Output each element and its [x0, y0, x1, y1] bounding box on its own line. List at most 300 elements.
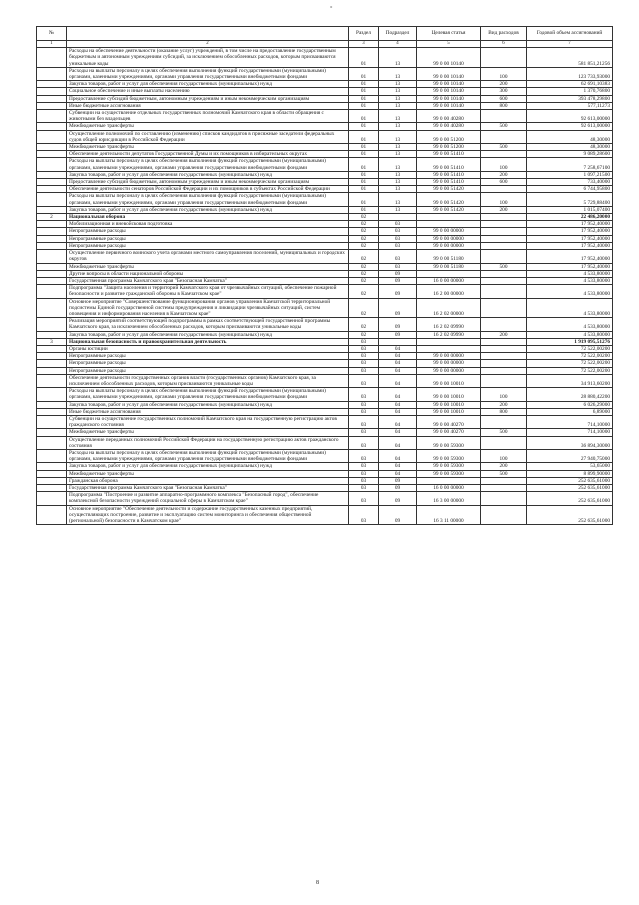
row-subsection	[379, 214, 417, 221]
row-expense-type	[481, 477, 527, 484]
row-name: Межбюджетные трансферты	[67, 429, 349, 436]
row-expense-type	[481, 298, 527, 318]
row-expense-type	[481, 345, 527, 352]
row-amount: 72 522,00200	[527, 345, 613, 352]
row-number	[37, 186, 67, 193]
row-target-article: 99 0 00 00000	[417, 242, 481, 249]
row-subsection: 13	[379, 171, 417, 178]
row-target-article: 16 3 00 00000	[417, 492, 481, 505]
row-name: Гражданская оборона	[67, 477, 349, 484]
row-amount: 8 899,90000	[527, 470, 613, 477]
table-row	[37, 171, 613, 178]
row-expense-type	[481, 285, 527, 298]
row-target-article: 99 0 00 59300	[417, 449, 481, 462]
row-expense-type: 200	[481, 401, 527, 408]
table-row	[37, 436, 613, 449]
row-amount: 22 486,20000	[527, 214, 613, 221]
row-amount: 17 952,40000	[527, 228, 613, 235]
row-number	[37, 277, 67, 284]
row-number	[37, 81, 67, 88]
table-row	[37, 250, 613, 263]
row-subsection: 09	[379, 318, 417, 331]
row-target-article	[417, 477, 481, 484]
row-number	[37, 429, 67, 436]
row-section: 03	[349, 477, 379, 484]
table-row	[37, 388, 613, 401]
row-name: Непрограммные расходы	[67, 353, 349, 360]
row-number	[37, 285, 67, 298]
column-index: 1	[37, 41, 67, 48]
row-number	[37, 318, 67, 331]
row-expense-type: 600	[481, 179, 527, 186]
row-target-article: 16 2 00 00000	[417, 285, 481, 298]
row-name: Закупка товаров, работ и услуг для обеспечения государственных (муниципальных) нужд	[67, 401, 349, 408]
row-number	[37, 367, 67, 374]
row-expense-type	[481, 338, 527, 345]
row-subsection: 13	[379, 67, 417, 80]
row-number	[37, 228, 67, 235]
row-section: 03	[349, 429, 379, 436]
row-section: 03	[349, 374, 379, 387]
row-amount: 72 522,00200	[527, 353, 613, 360]
table-row	[37, 401, 613, 408]
column-index: 7	[527, 41, 613, 48]
row-name: Основное мероприятие "Совершенствование функционирования органов управления Камчатской территориальной подсистемы Единой государственной системы предупреждения и ликвидации чрезвычайных ситуаций, систем оповещения и информирования населения в Камчатском крае"	[67, 298, 349, 318]
row-target-article: 99 0 00 10140	[417, 48, 481, 68]
row-name: Основное мероприятие "Обеспечение деятельности и содержание государственных казенных предприятий, осуществляющих построение, развитие и эксплуатацию систем мониторинга и обеспечения общественной (региональной) безопасности в Камчатском крае"	[67, 505, 349, 525]
row-subsection: 09	[379, 285, 417, 298]
row-subsection	[379, 338, 417, 345]
row-section: 03	[349, 338, 379, 345]
row-expense-type	[481, 110, 527, 123]
row-subsection: 13	[379, 130, 417, 143]
row-name: Расходы на выплаты персоналу в целях обеспечения выполнения функций государственными (муниципальными) органами, казенными учреждениями, органами управления государственными внебюджетными фондами	[67, 67, 349, 80]
row-section: 01	[349, 171, 379, 178]
row-name: Подпрограмма "Построение и развитие аппаратно-программного комплекса "Безопасный город", обеспечение комплексной безопасности учреждений социальной сферы в Камчатском крае"	[67, 492, 349, 505]
row-target-article: 16 2 02 09990	[417, 331, 481, 338]
row-expense-type: 200	[481, 81, 527, 88]
row-name: Межбюджетные трансферты	[67, 263, 349, 270]
row-name: Непрограммные расходы	[67, 367, 349, 374]
row-name: Расходы на выплаты персоналу в целях обеспечения выполнения функций государственными (муниципальными) органами, казенными учреждениями, органами управления государственными внебюджетными фондами	[67, 158, 349, 171]
row-number	[37, 470, 67, 477]
row-amount: 252 635,61000	[527, 477, 613, 484]
row-name: Предоставление субсидий бюджетным, автономным учреждениям и иным некоммерческим организациям	[67, 179, 349, 186]
row-subsection: 13	[379, 158, 417, 171]
row-target-article: 99 0 00 51410	[417, 158, 481, 171]
row-target-article: 99 0 00 51410	[417, 151, 481, 158]
column-index: 3	[349, 41, 379, 48]
table-row	[37, 470, 613, 477]
table-row	[37, 463, 613, 470]
row-expense-type	[481, 485, 527, 492]
row-section: 01	[349, 48, 379, 68]
row-target-article: 99 0 00 10140	[417, 88, 481, 95]
row-number	[37, 270, 67, 277]
row-name: Расходы на выплаты персоналу в целях обеспечения выполнения функций государственными (муниципальными) органами, казенными учреждениями, органами управления государственными внебюджетными фондами	[67, 388, 349, 401]
header-section: Раздел	[349, 27, 379, 41]
row-section: 01	[349, 123, 379, 130]
row-expense-type	[481, 228, 527, 235]
table-row	[37, 130, 613, 143]
row-target-article	[417, 270, 481, 277]
row-section: 01	[349, 81, 379, 88]
row-subsection: 04	[379, 470, 417, 477]
row-amount: 17 952,40000	[527, 263, 613, 270]
row-subsection: 09	[379, 298, 417, 318]
row-subsection: 13	[379, 123, 417, 130]
row-amount: 714,10000	[527, 429, 613, 436]
table-row	[37, 345, 613, 352]
table-row	[37, 193, 613, 206]
row-name: Закупка товаров, работ и услуг для обеспечения государственных (муниципальных) нужд	[67, 463, 349, 470]
row-target-article: 16 0 00 00000	[417, 485, 481, 492]
row-section: 01	[349, 144, 379, 151]
row-number	[37, 374, 67, 387]
table-row	[37, 429, 613, 436]
row-subsection: 09	[379, 492, 417, 505]
row-target-article: 99 0 00 51200	[417, 144, 481, 151]
row-target-article: 99 0 00 40280	[417, 123, 481, 130]
row-amount: 252 635,61000	[527, 485, 613, 492]
row-number	[37, 250, 67, 263]
row-amount: 28 880,42200	[527, 388, 613, 401]
row-number	[37, 48, 67, 68]
row-amount: 252 635,61000	[527, 492, 613, 505]
row-target-article: 99 0 00 10140	[417, 95, 481, 102]
row-name: Государственная программа Камчатского края "Безопасная Камчатка"	[67, 485, 349, 492]
table-row	[37, 505, 613, 525]
row-subsection: 04	[379, 367, 417, 374]
row-subsection: 04	[379, 415, 417, 428]
row-subsection: 04	[379, 436, 417, 449]
row-number	[37, 463, 67, 470]
header-number: №	[37, 27, 67, 41]
row-expense-type	[481, 353, 527, 360]
row-name: Национальная оборона	[67, 214, 349, 221]
row-name: Расходы на выплаты персоналу в целях обеспечения выполнения функций государственными (муниципальными) органами, казенными учреждениями, органами управления государственными внебюджетными фондами	[67, 449, 349, 462]
row-expense-type: 600	[481, 95, 527, 102]
row-target-article: 99 0 00 10010	[417, 408, 481, 415]
table-row	[37, 67, 613, 80]
row-name: Непрограммные расходы	[67, 360, 349, 367]
table-row	[37, 277, 613, 284]
row-expense-type	[481, 360, 527, 367]
row-subsection: 03	[379, 242, 417, 249]
row-expense-type: 500	[481, 470, 527, 477]
row-section: 01	[349, 186, 379, 193]
row-expense-type: 800	[481, 408, 527, 415]
row-expense-type: 500	[481, 123, 527, 130]
row-amount: 48,30000	[527, 144, 613, 151]
row-number	[37, 151, 67, 158]
row-number	[37, 331, 67, 338]
row-expense-type	[481, 367, 527, 374]
table-row	[37, 285, 613, 298]
header-annual-amount: Годовой объем ассигнований	[527, 27, 613, 41]
row-section: 02	[349, 214, 379, 221]
row-name: Обеспечение деятельности сенаторов Российской Федерации и их помощников в субъектах Российской Федерации	[67, 186, 349, 193]
row-name: Обеспечение деятельности государственных органов власти (государственных органов) Камчатского края, за исключением обособленных расходов, которым присваиваются уникальные коды	[67, 374, 349, 387]
row-target-article: 99 0 00 59300	[417, 436, 481, 449]
row-target-article	[417, 345, 481, 352]
table-row	[37, 144, 613, 151]
row-number	[37, 492, 67, 505]
row-number	[37, 401, 67, 408]
row-target-article: 99 0 00 10140	[417, 81, 481, 88]
table-row	[37, 179, 613, 186]
row-target-article: 99 0 00 00000	[417, 367, 481, 374]
row-name: Закупка товаров, работ и услуг для обеспечения государственных (муниципальных) нужд	[67, 331, 349, 338]
row-number	[37, 123, 67, 130]
row-subsection: 09	[379, 505, 417, 525]
row-section: 01	[349, 67, 379, 80]
table-row	[37, 408, 613, 415]
row-amount: 17 952,40000	[527, 221, 613, 228]
row-section: 02	[349, 250, 379, 263]
row-name: Непрограммные расходы	[67, 228, 349, 235]
row-target-article: 99 0 00 51180	[417, 250, 481, 263]
row-number	[37, 263, 67, 270]
row-section: 03	[349, 415, 379, 428]
row-subsection: 03	[379, 221, 417, 228]
row-amount: 9 089,28600	[527, 151, 613, 158]
row-subsection: 13	[379, 110, 417, 123]
row-section: 03	[349, 436, 379, 449]
row-name: Закупка товаров, работ и услуг для обеспечения государственных (муниципальных) нужд	[67, 171, 349, 178]
row-name: Субвенции на осуществление государственных полномочий Камчатского края на государственную регистрацию актов гражданского состояния	[67, 415, 349, 428]
column-index: 4	[379, 41, 417, 48]
row-name: Закупка товаров, работ и услуг для обеспечения государственных (муниципальных) нужд	[67, 206, 349, 213]
header-target-article: Целевая статья	[417, 27, 481, 41]
table-row	[37, 158, 613, 171]
row-name: Другие вопросы в области национальной обороны	[67, 270, 349, 277]
row-name: Расходы на обеспечение деятельности (оказание услуг) учреждений, в том числе на предоставление государственным бюджетным и автономным учреждениям субсидий, за исключением обособленных расходов, которым присваиваются уникальные коды	[67, 48, 349, 68]
row-amount: 714,10000	[527, 415, 613, 428]
row-name: Обеспечение деятельности депутатов Государственной Думы и их помощников в избирательных округах	[67, 151, 349, 158]
table-row	[37, 95, 613, 102]
row-section: 03	[349, 449, 379, 462]
table-row	[37, 318, 613, 331]
row-target-article: 99 0 00 00000	[417, 228, 481, 235]
row-name: Осуществление переданных полномочий Российской Федерации на государственную регистрацию актов гражданского состояния	[67, 436, 349, 449]
row-number	[37, 360, 67, 367]
row-section: 03	[349, 463, 379, 470]
row-name: Национальная безопасность и правоохранительная деятельность	[67, 338, 349, 345]
row-expense-type: 200	[481, 171, 527, 178]
row-amount: 1 919 095,51276	[527, 338, 613, 345]
row-number	[37, 436, 67, 449]
row-expense-type: 300	[481, 88, 527, 95]
row-subsection: 04	[379, 388, 417, 401]
row-expense-type	[481, 436, 527, 449]
table-row	[37, 298, 613, 318]
row-number	[37, 221, 67, 228]
table-row	[37, 367, 613, 374]
column-index: 2	[67, 41, 349, 48]
row-amount: 1 097,21500	[527, 171, 613, 178]
table-row	[37, 353, 613, 360]
row-amount: 72 522,00200	[527, 360, 613, 367]
row-section: 02	[349, 331, 379, 338]
row-expense-type	[481, 250, 527, 263]
row-name: Осуществление первичного воинского учета органами местного самоуправления поселений, муниципальных и городских округов	[67, 250, 349, 263]
row-expense-type: 200	[481, 331, 527, 338]
row-name: Непрограммные расходы	[67, 235, 349, 242]
row-subsection: 03	[379, 250, 417, 263]
row-section: 03	[349, 492, 379, 505]
row-amount: 92 613,00000	[527, 123, 613, 130]
table-row	[37, 360, 613, 367]
row-name: Социальное обеспечение и иные выплаты населению	[67, 88, 349, 95]
row-amount: 62 691,10383	[527, 81, 613, 88]
row-target-article: 99 0 00 59300	[417, 470, 481, 477]
table-row	[37, 477, 613, 484]
table-row	[37, 221, 613, 228]
row-number: 2	[37, 214, 67, 221]
row-name: Расходы на выплаты персоналу в целях обеспечения выполнения функций государственными (муниципальными) органами, казенными учреждениями, органами управления государственными внебюджетными фондами	[67, 193, 349, 206]
row-amount: 17 952,40000	[527, 235, 613, 242]
row-target-article: 99 0 00 00000	[417, 353, 481, 360]
row-expense-type	[481, 151, 527, 158]
row-expense-type: 200	[481, 463, 527, 470]
row-amount: 72 522,00200	[527, 367, 613, 374]
table-row	[37, 242, 613, 249]
table-row	[37, 263, 613, 270]
row-section: 02	[349, 235, 379, 242]
row-target-article: 99 0 00 51420	[417, 206, 481, 213]
table-row	[37, 81, 613, 88]
row-expense-type	[481, 186, 527, 193]
row-target-article: 99 0 00 40280	[417, 110, 481, 123]
table-row	[37, 331, 613, 338]
row-subsection: 13	[379, 179, 417, 186]
table-row	[37, 374, 613, 387]
row-name: Межбюджетные трансферты	[67, 123, 349, 130]
row-subsection: 13	[379, 144, 417, 151]
row-expense-type: 200	[481, 206, 527, 213]
table-row	[37, 206, 613, 213]
row-expense-type: 100	[481, 67, 527, 80]
row-amount: 27 940,75000	[527, 449, 613, 462]
table-row	[37, 449, 613, 462]
row-expense-type: 800	[481, 102, 527, 109]
row-expense-type: 100	[481, 193, 527, 206]
row-section: 01	[349, 193, 379, 206]
row-target-article: 99 0 00 51410	[417, 171, 481, 178]
row-amount: 4 533,80000	[527, 331, 613, 338]
header-name	[67, 27, 349, 41]
row-target-article: 99 0 00 10140	[417, 67, 481, 80]
header-subsection: Подраздел	[379, 27, 417, 41]
row-subsection: 13	[379, 102, 417, 109]
row-section: 01	[349, 110, 379, 123]
row-section: 02	[349, 277, 379, 284]
row-expense-type: 500	[481, 263, 527, 270]
row-section: 02	[349, 228, 379, 235]
row-subsection: 03	[379, 235, 417, 242]
row-subsection: 04	[379, 345, 417, 352]
page-number: 8	[316, 880, 319, 886]
row-subsection: 13	[379, 95, 417, 102]
row-amount: 48,30000	[527, 130, 613, 143]
row-target-article: 99 0 00 00000	[417, 360, 481, 367]
row-amount: 5 729,88400	[527, 193, 613, 206]
row-section: 03	[349, 360, 379, 367]
table-row	[37, 88, 613, 95]
column-index: 6	[481, 41, 527, 48]
row-section: 02	[349, 318, 379, 331]
row-section: 02	[349, 285, 379, 298]
row-subsection: 03	[379, 263, 417, 270]
row-target-article: 99 0 00 10010	[417, 401, 481, 408]
row-subsection: 09	[379, 270, 417, 277]
table-row	[37, 235, 613, 242]
row-amount: 4 533,80000	[527, 270, 613, 277]
row-name: Субвенции на осуществление отдельных государственных полномочий Камчатского края в области обращения с животными без владельцев	[67, 110, 349, 123]
row-section: 01	[349, 102, 379, 109]
row-subsection: 13	[379, 151, 417, 158]
row-number	[37, 485, 67, 492]
row-section: 01	[349, 158, 379, 171]
row-target-article: 16 2 02 09990	[417, 318, 481, 331]
row-target-article: 99 0 00 59300	[417, 463, 481, 470]
row-section: 02	[349, 263, 379, 270]
table-row	[37, 415, 613, 428]
row-expense-type	[481, 270, 527, 277]
row-section: 03	[349, 485, 379, 492]
row-expense-type	[481, 214, 527, 221]
row-expense-type	[481, 277, 527, 284]
row-subsection: 04	[379, 429, 417, 436]
row-section: 03	[349, 408, 379, 415]
row-subsection: 04	[379, 353, 417, 360]
row-target-article: 99 0 00 10010	[417, 374, 481, 387]
row-target-article: 99 0 00 51200	[417, 130, 481, 143]
row-target-article: 99 0 00 51420	[417, 193, 481, 206]
row-section: 01	[349, 206, 379, 213]
row-subsection: 13	[379, 206, 417, 213]
row-number	[37, 388, 67, 401]
row-section: 03	[349, 388, 379, 401]
row-target-article	[417, 338, 481, 345]
row-expense-type: 500	[481, 429, 527, 436]
row-amount: 123 733,93000	[527, 67, 613, 80]
row-expense-type	[481, 48, 527, 68]
row-name: Государственная программа Камчатского края "Безопасная Камчатка"	[67, 277, 349, 284]
row-expense-type	[481, 492, 527, 505]
row-number	[37, 415, 67, 428]
row-subsection: 13	[379, 193, 417, 206]
row-expense-type	[481, 221, 527, 228]
row-target-article: 99 0 00 40270	[417, 415, 481, 428]
row-number	[37, 345, 67, 352]
row-section: 01	[349, 179, 379, 186]
row-expense-type: 100	[481, 158, 527, 171]
table-row	[37, 123, 613, 130]
table-row	[37, 186, 613, 193]
row-number	[37, 235, 67, 242]
row-subsection: 09	[379, 485, 417, 492]
row-amount: 252 635,61000	[527, 505, 613, 525]
table-row	[37, 102, 613, 109]
row-amount: 393 478,29800	[527, 95, 613, 102]
table-row	[37, 48, 613, 68]
row-expense-type	[481, 130, 527, 143]
row-section: 01	[349, 88, 379, 95]
row-section: 02	[349, 298, 379, 318]
row-section: 03	[349, 367, 379, 374]
